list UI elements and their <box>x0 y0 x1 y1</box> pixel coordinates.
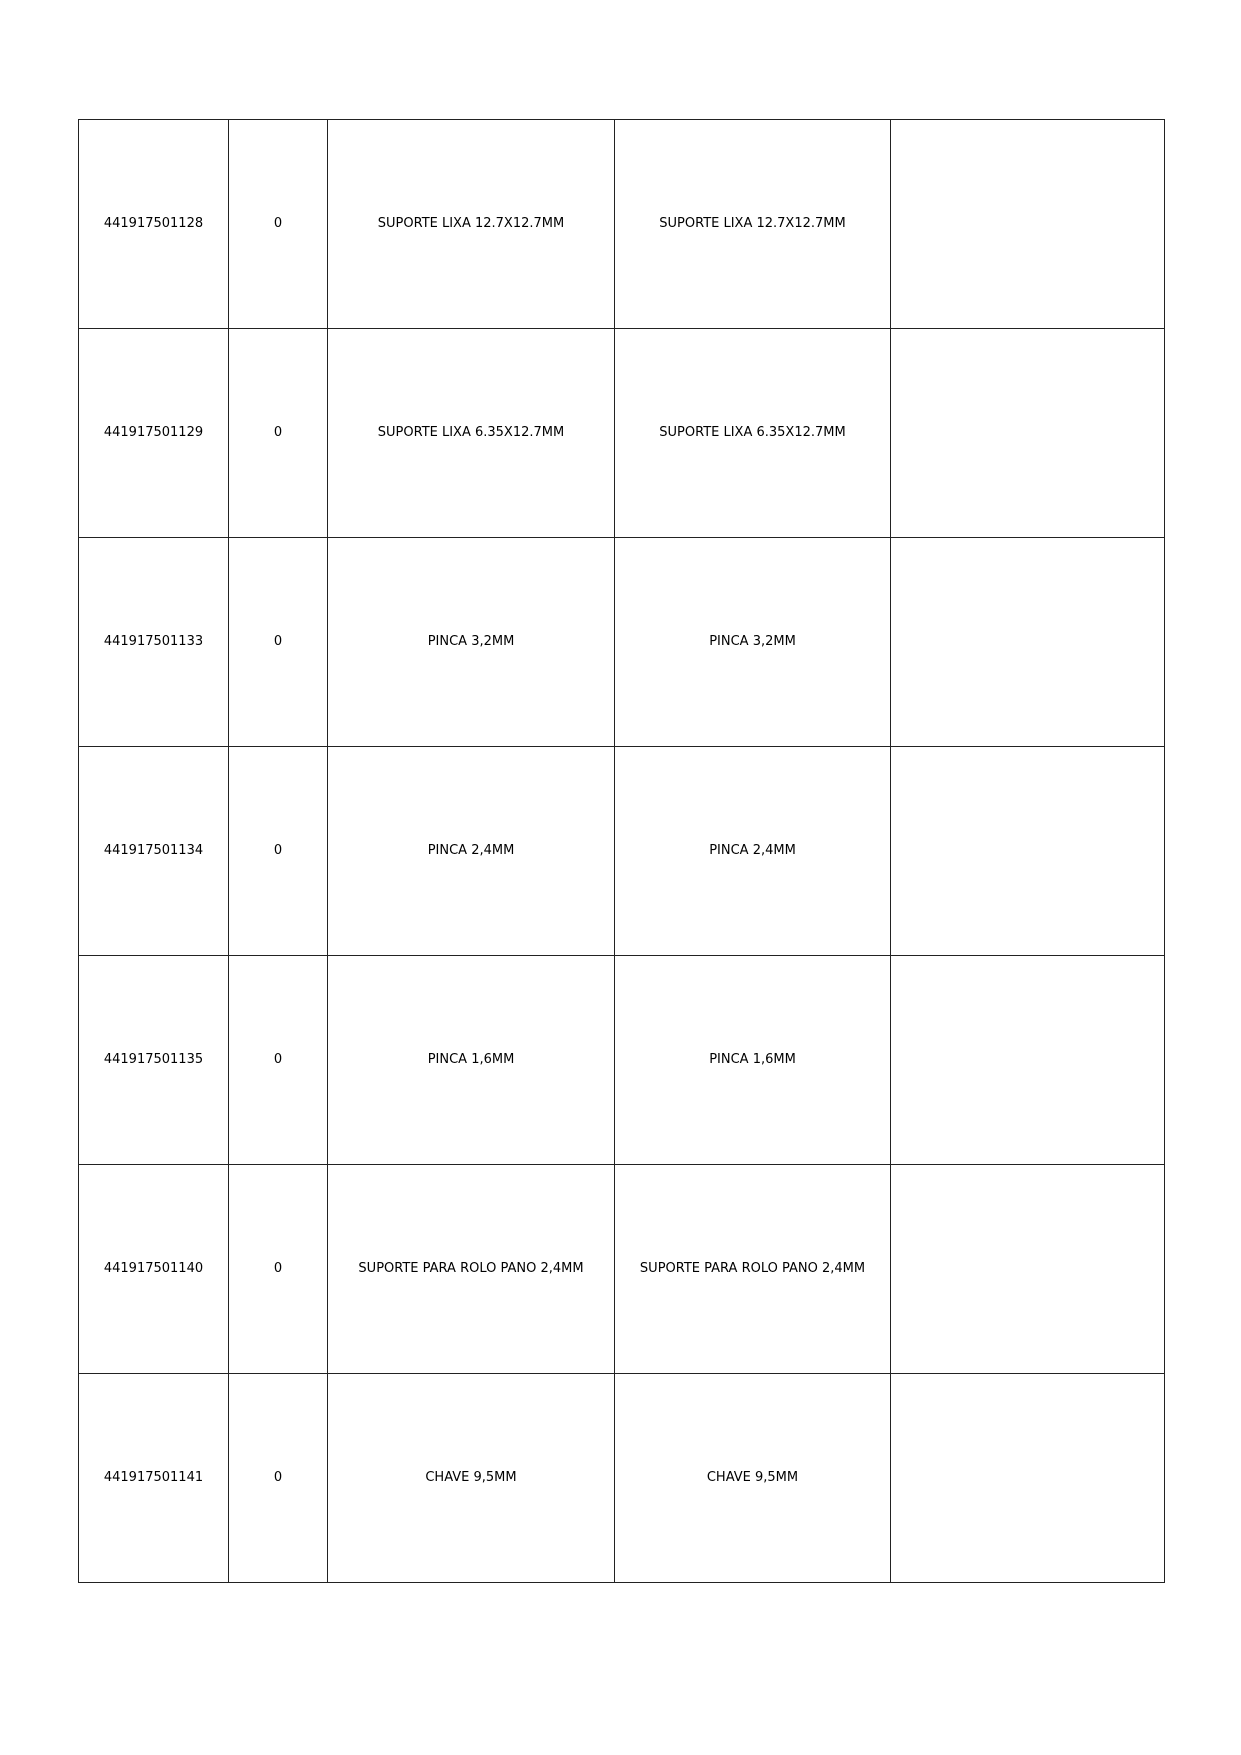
description-alt-cell: PINCA 1,6MM <box>615 956 891 1165</box>
quantity-cell: 0 <box>229 956 328 1165</box>
description-alt-cell: CHAVE 9,5MM <box>615 1374 891 1583</box>
description-cell: PINCA 1,6MM <box>328 956 615 1165</box>
table-row <box>79 1165 1165 1374</box>
description-cell: PINCA 2,4MM <box>328 747 615 956</box>
description-cell: SUPORTE LIXA 6.35X12.7MM <box>328 329 615 538</box>
description-alt-cell: SUPORTE LIXA 12.7X12.7MM <box>615 120 891 329</box>
description-alt-cell: SUPORTE PARA ROLO PANO 2,4MM <box>615 1165 891 1374</box>
table-row <box>79 120 1165 329</box>
part-code-cell: 441917501133 <box>79 538 229 747</box>
description-cell: SUPORTE LIXA 12.7X12.7MM <box>328 120 615 329</box>
table-row <box>79 747 1165 956</box>
notes-cell <box>891 1165 1165 1374</box>
table-row <box>79 329 1165 538</box>
notes-cell <box>891 1374 1165 1583</box>
description-cell: CHAVE 9,5MM <box>328 1374 615 1583</box>
description-cell: SUPORTE PARA ROLO PANO 2,4MM <box>328 1165 615 1374</box>
description-alt-cell: SUPORTE LIXA 6.35X12.7MM <box>615 329 891 538</box>
quantity-cell: 0 <box>229 538 328 747</box>
table-row <box>79 956 1165 1165</box>
parts-table <box>78 119 1165 1583</box>
part-code-cell: 441917501134 <box>79 747 229 956</box>
part-code-cell: 441917501128 <box>79 120 229 329</box>
notes-cell <box>891 747 1165 956</box>
quantity-cell: 0 <box>229 747 328 956</box>
quantity-cell: 0 <box>229 1374 328 1583</box>
notes-cell <box>891 329 1165 538</box>
description-alt-cell: PINCA 2,4MM <box>615 747 891 956</box>
notes-cell <box>891 956 1165 1165</box>
description-cell: PINCA 3,2MM <box>328 538 615 747</box>
quantity-cell: 0 <box>229 120 328 329</box>
quantity-cell: 0 <box>229 329 328 538</box>
table-row <box>79 538 1165 747</box>
part-code-cell: 441917501135 <box>79 956 229 1165</box>
part-code-cell: 441917501129 <box>79 329 229 538</box>
part-code-cell: 441917501141 <box>79 1374 229 1583</box>
notes-cell <box>891 538 1165 747</box>
quantity-cell: 0 <box>229 1165 328 1374</box>
notes-cell <box>891 120 1165 329</box>
part-code-cell: 441917501140 <box>79 1165 229 1374</box>
table-row <box>79 1374 1165 1583</box>
description-alt-cell: PINCA 3,2MM <box>615 538 891 747</box>
